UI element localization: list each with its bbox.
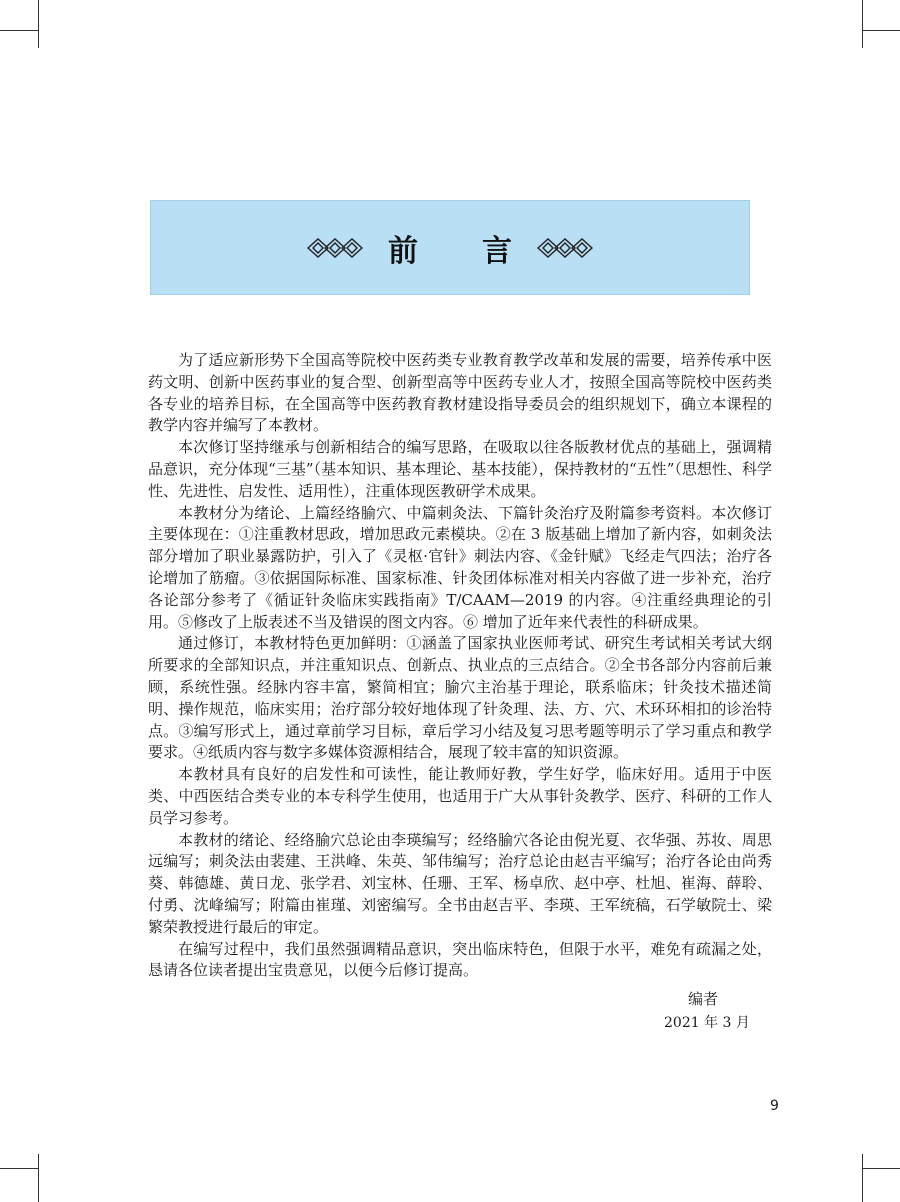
page-number: 9 (770, 1098, 779, 1114)
crop-mark (38, 0, 39, 48)
signature-author: 编者 (688, 990, 719, 1008)
page-title (388, 226, 512, 270)
crop-mark (0, 30, 38, 31)
paragraph: 通过修订，本教材特色更加鲜明：①涵盖了国家执业医师考试、研究生考试相关考试大纲所要求的全部知识点，并注重知识点、创新点、执业点的三点结合。②全书各部分内容前后兼顾，系统性强。经脉内容丰富，繁简相宜；腧穴主治基于理论，联系临床；针灸技术描述简明、操作规范，临床实用；治疗部分较好地体现了针灸理、法、方、穴、术环环相扣的诊治特点。③编写形式上，通过章前学习目标，章后学习小结及复习思考题等明示了学习重点和教学要求。④纸质内容与数字多媒体资源相结合，展现了较丰富的知识资源。 (148, 634, 772, 762)
crop-mark (862, 0, 863, 48)
preface-body (148, 350, 772, 982)
signature-date: 2021 年 3 月 (664, 1015, 750, 1031)
crop-mark (862, 30, 900, 31)
crop-mark (0, 1168, 38, 1169)
crop-mark (862, 1154, 863, 1202)
preface-title-banner (150, 200, 750, 295)
paragraph: 本教材分为绪论、上篇经络腧穴、中篇刺灸法、下篇针灸治疗及附篇参考资料。本次修订主要体现在：①注重教材思政，增加思政元素模块。②在 3 版基础上增加了新内容，如刺灸法部分增加了职业暴露防护，引入了《灵枢·官针》刺法内容、《金针赋》飞经走气四法；治疗各论增加了筋瘤。③依据国际标准、国家标准、针灸团体标准对相关内容做了进一步补充，治疗各论部分参考了《循证针灸临床实践指南》T/CAAM—2019 的内容。④注重经典理论的引用。⑤修改了上版表述不当及错误的图文内容。⑥ 增加了近年来代表性的科研成果。 (148, 503, 772, 631)
paragraph: 本教材具有良好的启发性和可读性，能让教师好教，学生好学，临床好用。适用于中医类、中西医结合类专业的本专科学生使用，也适用于广大从事针灸教学、医疗、科研的工作人员学习参考。 (148, 765, 772, 827)
paragraph: 本次修订坚持继承与创新相结合的编写思路，在吸取以往各版教材优点的基础上，强调精品意识，充分体现“三基”（基本知识、基本理论、基本技能），保持教材的“五性”（思想性、科学性、先进性、启发性、适用性），注重体现医教研学术成果。 (148, 438, 772, 500)
crop-mark (38, 1154, 39, 1202)
title-char: 前 (388, 233, 418, 269)
crop-mark (862, 1168, 900, 1169)
paragraph: 本教材的绪论、经络腧穴总论由李瑛编写；经络腧穴各论由倪光夏、衣华强、苏妆、周思远编写；刺灸法由裴建、王洪峰、朱英、邹伟编写；治疗总论由赵吉平编写；治疗各论由尚秀葵、韩德雄、黄日龙、张学君、刘宝林、任珊、王军、杨卓欣、赵中亭、杜旭、崔海、薛聆、付勇、沈峰编写；附篇由崔瑾、刘密编写。全书由赵吉平、李瑛、王军统稿，石学敏院士、梁繁荣教授进行最后的审定。 (148, 830, 772, 936)
diamond-ornament-icon (534, 236, 594, 260)
title-char: 言 (482, 233, 512, 269)
paragraph: 为了适应新形势下全国高等院校中医药类专业教育教学改革和发展的需要，培养传承中医药文明、创新中医药事业的复合型、创新型高等中医药专业人才，按照全国高等院校中医药类各专业的培养目标，在全国高等中医药教育教材建设指导委员会的组织规划下，确立本课程的教学内容并编写了本教材。 (148, 351, 772, 435)
paragraph: 在编写过程中，我们虽然强调精品意识，突出临床特色，但限于水平，难免有疏漏之处，恳请各位读者提出宝贵意见，以便今后修订提高。 (148, 939, 772, 980)
diamond-ornament-icon (306, 236, 366, 260)
